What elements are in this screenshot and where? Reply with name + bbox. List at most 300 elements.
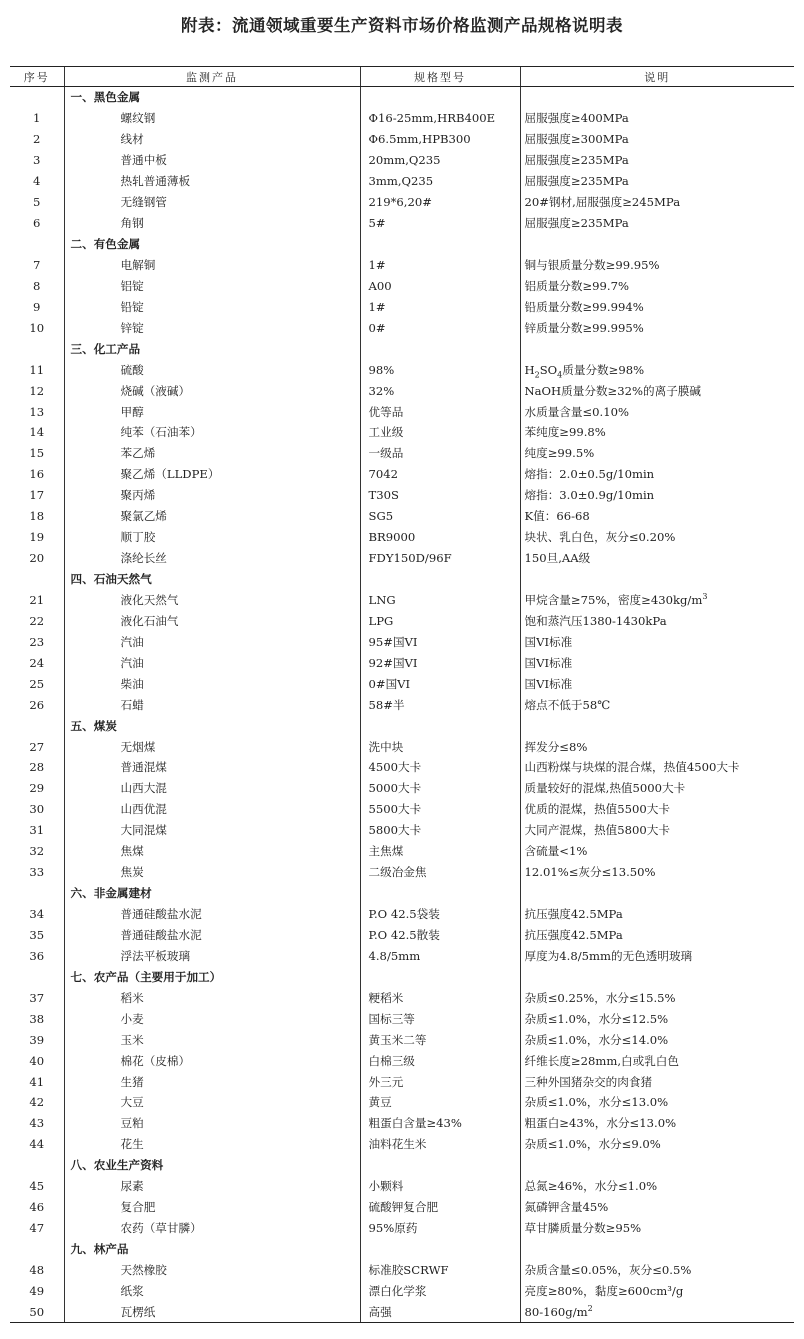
table-row (10, 485, 794, 506)
spec-model: 黄玉米二等 (360, 1029, 520, 1050)
description (520, 862, 794, 883)
description (520, 359, 794, 380)
row-num: 17 (29, 488, 45, 503)
product-name: 铅锭 (64, 296, 360, 317)
description-text: 纯度≥99.5% (524, 446, 595, 461)
description-text: 熔指：2.0±0.5g/10min (524, 467, 655, 482)
spec-model: 5000大卡 (360, 778, 520, 799)
description-text: 粗蛋白≥43%，水分≤13.0% (524, 1116, 677, 1131)
product-name: 尿素 (64, 1176, 360, 1197)
table-row (10, 317, 794, 338)
product-name: 普通硅酸盐水泥 (64, 904, 360, 925)
category-num-cell (10, 338, 64, 359)
table-row (10, 1301, 794, 1322)
category-label: 三、化工产品 (64, 338, 360, 359)
category-num-cell (10, 87, 64, 108)
product-name: 普通硅酸盐水泥 (64, 925, 360, 946)
spec-model: 主焦煤 (360, 841, 520, 862)
description-text: 草甘膦质量分数≥95% (524, 1221, 642, 1236)
product-name: 硫酸 (64, 359, 360, 380)
description (520, 1071, 794, 1092)
table-row (10, 590, 794, 611)
table-row (10, 275, 794, 296)
spec-model: 7042 (360, 464, 520, 485)
row-num: 46 (29, 1200, 45, 1215)
description (520, 317, 794, 338)
spec-model: 1# (360, 255, 520, 276)
category-desc-cell (520, 715, 794, 736)
product-name: 豆粕 (64, 1113, 360, 1134)
spec-model: 32% (360, 380, 520, 401)
category-num-cell (10, 1239, 64, 1260)
description (520, 610, 794, 631)
description (520, 1029, 794, 1050)
spec-model: 58#半 (360, 694, 520, 715)
description (520, 129, 794, 150)
row-num: 10 (29, 320, 45, 335)
description (520, 820, 794, 841)
row-num: 12 (29, 383, 45, 398)
spec-model: 0# (360, 317, 520, 338)
spec-model: 漂白化学浆 (360, 1280, 520, 1301)
table-row (10, 296, 794, 317)
description (520, 1008, 794, 1029)
description-text: 铅质量分数≥99.994% (524, 299, 644, 314)
product-name: 电解铜 (64, 255, 360, 276)
header-desc: 说明 (520, 67, 794, 87)
product-name: 浮法平板玻璃 (64, 945, 360, 966)
table-row (10, 255, 794, 276)
description-superscript: 2 (587, 1303, 593, 1313)
description (520, 778, 794, 799)
description-part: SO (539, 362, 558, 377)
spec-model: 1# (360, 296, 520, 317)
product-name: 柴油 (64, 673, 360, 694)
category-row (10, 1239, 794, 1260)
description (520, 1134, 794, 1155)
category-label: 四、石油天然气 (64, 569, 360, 590)
spec-model: 小颗料 (360, 1176, 520, 1197)
header-num: 序号 (10, 67, 64, 87)
spec-model: 20mm,Q235 (360, 150, 520, 171)
spec-model: 国标三等 (360, 1008, 520, 1029)
table-row (10, 150, 794, 171)
category-num-cell (10, 234, 64, 255)
product-name: 小麦 (64, 1008, 360, 1029)
spec-model: 95%原药 (360, 1218, 520, 1239)
spec-model: 98% (360, 359, 520, 380)
product-name: 纸浆 (64, 1280, 360, 1301)
description-text: 总氮≥46%，水分≤1.0% (524, 1179, 658, 1194)
table-row (10, 1280, 794, 1301)
category-row (10, 338, 794, 359)
description-part: 4 (557, 369, 563, 379)
description (520, 401, 794, 422)
description (520, 799, 794, 820)
spec-model: P.O 42.5散装 (360, 925, 520, 946)
product-name: 热轧普通薄板 (64, 171, 360, 192)
spec-model: 5800大卡 (360, 820, 520, 841)
row-num: 37 (29, 990, 45, 1005)
description-text: 挥发分≤8% (524, 739, 588, 754)
category-row (10, 883, 794, 904)
row-num: 8 (33, 278, 41, 293)
category-spec-cell (360, 966, 520, 987)
row-num: 5 (33, 195, 41, 210)
description-text: 厚度为4.8/5mm的无色透明玻璃 (524, 948, 693, 963)
row-num: 41 (29, 1074, 45, 1089)
spec-model: 92#国VI (360, 652, 520, 673)
description-text: 杂质≤1.0%，水分≤12.5% (524, 1011, 669, 1026)
table-row (10, 925, 794, 946)
category-row (10, 1155, 794, 1176)
description (520, 548, 794, 569)
table-row (10, 673, 794, 694)
product-name: 生猪 (64, 1071, 360, 1092)
description (520, 1301, 794, 1322)
table-row (10, 820, 794, 841)
description (520, 590, 794, 611)
spec-model: 油料花生米 (360, 1134, 520, 1155)
description-text: 三种外国猪杂交的肉食猪 (524, 1074, 653, 1089)
table-row (10, 652, 794, 673)
product-name: 复合肥 (64, 1197, 360, 1218)
spec-model: 高强 (360, 1301, 520, 1322)
description-text: 抗压强度42.5MPa (524, 927, 623, 942)
product-name: 大豆 (64, 1092, 360, 1113)
description (520, 527, 794, 548)
description (520, 380, 794, 401)
description-text: 抗压强度42.5MPa (524, 907, 623, 922)
category-label: 六、非金属建材 (64, 883, 360, 904)
table-row (10, 422, 794, 443)
description (520, 1260, 794, 1281)
spec-model: 白棉三级 (360, 1050, 520, 1071)
description (520, 694, 794, 715)
description (520, 150, 794, 171)
category-label: 一、黑色金属 (64, 87, 360, 108)
row-num: 38 (29, 1011, 45, 1026)
category-num-cell (10, 883, 64, 904)
row-num: 16 (29, 467, 45, 482)
description (520, 841, 794, 862)
description (520, 171, 794, 192)
spec-model: 粗蛋白含量≥43% (360, 1113, 520, 1134)
description (520, 108, 794, 129)
description-text: 氮磷钾含量45% (524, 1200, 609, 1215)
product-name: 聚氯乙烯 (64, 506, 360, 527)
description (520, 296, 794, 317)
spec-model: 黄豆 (360, 1092, 520, 1113)
table-row (10, 464, 794, 485)
description-text: 山西粉煤与块煤的混合煤，热值4500大卡 (524, 760, 740, 775)
product-name: 角钢 (64, 213, 360, 234)
table-row (10, 1218, 794, 1239)
header-spec: 规格型号 (360, 67, 520, 87)
row-num: 13 (29, 404, 45, 419)
table-row (10, 694, 794, 715)
product-name: 山西大混 (64, 778, 360, 799)
row-num: 45 (29, 1179, 45, 1194)
row-num: 9 (33, 299, 41, 314)
spec-model: 4500大卡 (360, 757, 520, 778)
category-desc-cell (520, 966, 794, 987)
row-num: 20 (29, 551, 45, 566)
table-row (10, 1113, 794, 1134)
description-text: 屈服强度≥235MPa (524, 174, 629, 189)
table-row (10, 380, 794, 401)
category-label: 七、农产品（主要用于加工） (64, 966, 360, 987)
row-num: 27 (29, 739, 45, 754)
product-name: 聚丙烯 (64, 485, 360, 506)
product-name: 铝锭 (64, 275, 360, 296)
table-row (10, 1092, 794, 1113)
description-text: 屈服强度≥235MPa (524, 216, 629, 231)
description (520, 631, 794, 652)
description-text: 屈服强度≥300MPa (524, 132, 629, 147)
table-row (10, 1050, 794, 1071)
category-num-cell (10, 569, 64, 590)
table-row (10, 1008, 794, 1029)
row-num: 40 (29, 1053, 45, 1068)
spec-model: T30S (360, 485, 520, 506)
row-num: 21 (29, 592, 45, 607)
row-num: 32 (29, 844, 45, 859)
spec-model: LNG (360, 590, 520, 611)
row-num: 50 (10, 1301, 64, 1322)
description-text: 屈服强度≥235MPa (524, 153, 629, 168)
description-text: 国VI标准 (524, 655, 573, 670)
spec-model: 外三元 (360, 1071, 520, 1092)
category-desc-cell (520, 569, 794, 590)
row-num: 30 (29, 802, 45, 817)
category-num-cell (10, 715, 64, 736)
product-name: 烧碱（液碱） (64, 380, 360, 401)
spec-model: Φ16-25mm,HRB400E (360, 108, 520, 129)
description (520, 275, 794, 296)
spec-model: 3mm,Q235 (360, 171, 520, 192)
row-num: 14 (29, 425, 45, 440)
spec-model: 219*6,20# (360, 192, 520, 213)
description-text: 饱和蒸汽压1380-1430kPa (524, 613, 667, 628)
description-text: 甲烷含量≥75%，密度≥430kg/m (524, 592, 703, 607)
row-num: 11 (29, 362, 45, 377)
description-text: 纤维长度≥28mm,白或乳白色 (524, 1053, 679, 1068)
row-num: 7 (33, 257, 41, 272)
category-row (10, 715, 794, 736)
description-text: K值：66-68 (524, 509, 590, 524)
table-row (10, 548, 794, 569)
product-name: 玉米 (64, 1029, 360, 1050)
spec-model: P.O 42.5袋装 (360, 904, 520, 925)
product-name: 石蜡 (64, 694, 360, 715)
spec-model: 硫酸钾复合肥 (360, 1197, 520, 1218)
product-name: 农药（草甘膦） (64, 1218, 360, 1239)
description (520, 1092, 794, 1113)
product-name: 棉花（皮棉） (64, 1050, 360, 1071)
description-text: 20#钢材,屈服强度≥245MPa (524, 195, 681, 210)
category-label: 二、有色金属 (64, 234, 360, 255)
table-row (10, 631, 794, 652)
row-num: 25 (29, 676, 45, 691)
row-num: 36 (29, 948, 45, 963)
category-desc-cell (520, 1155, 794, 1176)
description-text: 杂质≤0.25%，水分≤15.5% (524, 990, 676, 1005)
description (520, 422, 794, 443)
spec-model: 5# (360, 213, 520, 234)
product-name: 液化天然气 (64, 590, 360, 611)
description-text: 杂质≤1.0%，水分≤13.0% (524, 1095, 669, 1110)
description (520, 736, 794, 757)
description-text: 锌质量分数≥99.995% (524, 320, 644, 335)
description (520, 673, 794, 694)
description-text: 熔指：3.0±0.9g/10min (524, 488, 655, 503)
category-spec-cell (360, 338, 520, 359)
row-num: 23 (29, 634, 45, 649)
product-name: 无缝钢管 (64, 192, 360, 213)
description (520, 1218, 794, 1239)
row-num: 48 (29, 1262, 45, 1277)
row-num: 22 (29, 613, 45, 628)
description (520, 1050, 794, 1071)
product-name: 螺纹钢 (64, 108, 360, 129)
product-name: 涤纶长丝 (64, 548, 360, 569)
product-name: 普通混煤 (64, 757, 360, 778)
category-row (10, 87, 794, 108)
description-text: 铜与银质量分数≥99.95% (524, 257, 660, 272)
product-name: 瓦楞纸 (64, 1301, 360, 1322)
category-desc-cell (520, 234, 794, 255)
spec-model: 4.8/5mm (360, 945, 520, 966)
row-num: 4 (33, 174, 41, 189)
row-num: 31 (29, 823, 45, 838)
description (520, 1176, 794, 1197)
table-row (10, 1029, 794, 1050)
row-num: 15 (29, 446, 45, 461)
row-num: 18 (29, 509, 45, 524)
header-product: 监测产品 (64, 67, 360, 87)
description-text: 水质量含量≤0.10% (524, 404, 630, 419)
product-name: 普通中板 (64, 150, 360, 171)
table-row (10, 129, 794, 150)
category-spec-cell (360, 87, 520, 108)
spec-model: 工业级 (360, 422, 520, 443)
table-row (10, 799, 794, 820)
description-part: H (524, 362, 535, 377)
category-spec-cell (360, 715, 520, 736)
product-name: 甲醇 (64, 401, 360, 422)
description-text: 150旦,AA级 (524, 551, 591, 566)
table-row (10, 1176, 794, 1197)
category-num-cell (10, 966, 64, 987)
row-num: 1 (33, 111, 41, 126)
row-num: 47 (29, 1221, 45, 1236)
product-name: 液化石油气 (64, 610, 360, 631)
spec-model: LPG (360, 610, 520, 631)
description-text: 铝质量分数≥99.7% (524, 278, 630, 293)
spec-model: 一级品 (360, 443, 520, 464)
category-spec-cell (360, 234, 520, 255)
product-name: 汽油 (64, 631, 360, 652)
row-num: 24 (29, 655, 45, 670)
table-row (10, 401, 794, 422)
product-name: 线材 (64, 129, 360, 150)
description (520, 652, 794, 673)
spec-model: Φ6.5mm,HPB300 (360, 129, 520, 150)
description-text: 大同产混煤，热值5800大卡 (524, 823, 670, 838)
row-num: 2 (33, 132, 41, 147)
description-text: 苯纯度≥99.8% (524, 425, 606, 440)
row-num: 49 (29, 1283, 45, 1298)
row-num: 44 (29, 1137, 45, 1152)
category-desc-cell (520, 87, 794, 108)
table-row (10, 1260, 794, 1281)
table-row (10, 778, 794, 799)
spec-model: 粳稻米 (360, 987, 520, 1008)
description (520, 485, 794, 506)
description-text: 国VI标准 (524, 634, 573, 649)
category-spec-cell (360, 569, 520, 590)
table-row (10, 527, 794, 548)
spec-model: 0#国VI (360, 673, 520, 694)
product-name: 无烟煤 (64, 736, 360, 757)
description (520, 1113, 794, 1134)
description (520, 213, 794, 234)
description-superscript: 3 (702, 592, 708, 602)
description (520, 443, 794, 464)
table-row (10, 192, 794, 213)
category-num-cell (10, 1155, 64, 1176)
category-row (10, 966, 794, 987)
category-row (10, 569, 794, 590)
description-text: 12.01%≤灰分≤13.50% (524, 865, 656, 880)
spec-model: 洗中块 (360, 736, 520, 757)
spec-model: 标准胶SCRWF (360, 1260, 520, 1281)
description (520, 1280, 794, 1301)
description-text: NaOH质量分数≥32%的离子膜碱 (524, 383, 701, 398)
table-row (10, 987, 794, 1008)
table-header-row (10, 67, 794, 87)
description-text: 优质的混煤，热值5500大卡 (524, 802, 670, 817)
row-num: 43 (29, 1116, 45, 1131)
category-row (10, 234, 794, 255)
description-text: 块状、乳白色，灰分≤0.20% (524, 530, 676, 545)
description (520, 757, 794, 778)
product-name: 纯苯（石油苯） (64, 422, 360, 443)
table-row (10, 1134, 794, 1155)
row-num: 34 (29, 907, 45, 922)
spec-model: FDY150D/96F (360, 548, 520, 569)
spec-model: 二级冶金焦 (360, 862, 520, 883)
table-row (10, 862, 794, 883)
row-num: 26 (29, 697, 45, 712)
product-name: 焦炭 (64, 862, 360, 883)
description-text: 杂质含量≤0.05%，灰分≤0.5% (524, 1262, 692, 1277)
table-row (10, 213, 794, 234)
product-name: 汽油 (64, 652, 360, 673)
row-num: 39 (29, 1032, 45, 1047)
product-name: 大同混煤 (64, 820, 360, 841)
row-num: 35 (29, 927, 45, 942)
product-name: 稻米 (64, 987, 360, 1008)
product-name: 聚乙烯（LLDPE） (64, 464, 360, 485)
category-spec-cell (360, 883, 520, 904)
table-row (10, 359, 794, 380)
table-body (10, 87, 794, 1323)
product-name: 天然橡胶 (64, 1260, 360, 1281)
description-text: 杂质≤1.0%，水分≤9.0% (524, 1137, 661, 1152)
description-text: 熔点不低于58℃ (524, 697, 611, 712)
